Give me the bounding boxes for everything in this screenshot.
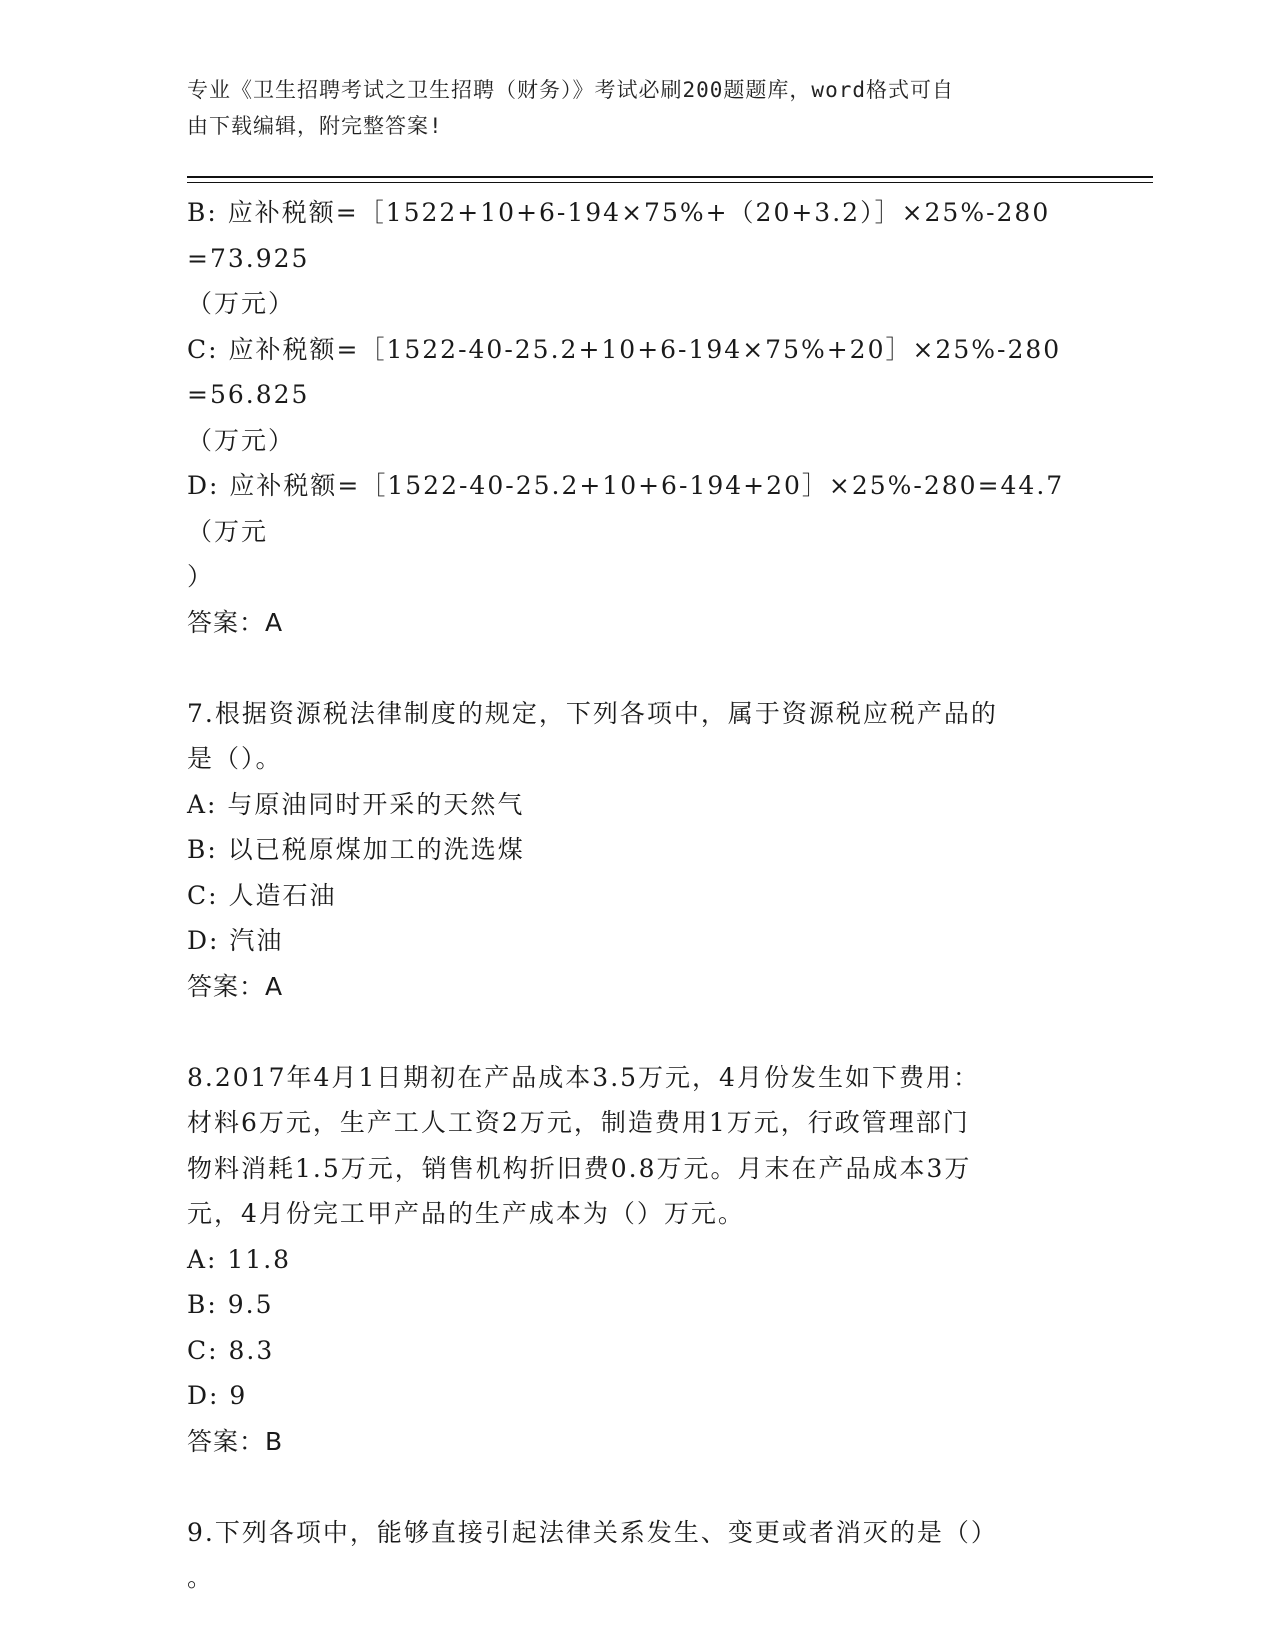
question-6-continued bbox=[187, 190, 1067, 645]
option-c: C: 人造石油 bbox=[187, 880, 337, 910]
spacer bbox=[187, 645, 1067, 691]
document-body bbox=[187, 190, 1067, 1601]
question-stem: 9.下列各项中，能够直接引起法律关系发生、变更或者消灭的是（） bbox=[187, 1517, 998, 1547]
header-line-2: 由下载编辑，附完整答案! bbox=[187, 114, 443, 138]
header-line-1: 专业《卫生招聘考试之卫生招聘（财务）》考试必刷200题题库，word格式可自 bbox=[187, 78, 954, 102]
option-c-cont: （万元） bbox=[187, 425, 296, 455]
option-d: D: 应补税额=［1522-40-25.2+10+6-194+20］×25%-280=44.7（万元 bbox=[187, 471, 1065, 546]
question-stem-cont: 元，4月份完工甲产品的生产成本为（）万元。 bbox=[187, 1199, 745, 1228]
question-stem: 8.2017年4月1日期初在产品成本3.5万元，4月份发生如下费用： bbox=[187, 1062, 980, 1092]
question-stem-cont: 材料6万元，生产工人工资2万元，制造费用1万元，行政管理部门 bbox=[187, 1108, 970, 1137]
question-7 bbox=[187, 691, 1067, 1010]
option-d: D: 9 bbox=[187, 1381, 248, 1410]
question-9 bbox=[187, 1510, 1067, 1601]
question-stem: 7.根据资源税法律制度的规定，下列各项中，属于资源税应税产品的 bbox=[187, 698, 998, 728]
page-header bbox=[187, 72, 1067, 144]
answer: 答案：B bbox=[187, 1426, 284, 1456]
header-divider-thick bbox=[187, 176, 1153, 178]
option-d: D: 汽油 bbox=[187, 926, 284, 955]
header-divider-thin bbox=[187, 182, 1153, 183]
option-a: A: 11.8 bbox=[187, 1244, 292, 1274]
option-b-cont: （万元） bbox=[187, 289, 296, 318]
question-stem-cont: 物料消耗1.5万元，销售机构折旧费0.8万元。月末在产品成本3万 bbox=[187, 1153, 972, 1183]
spacer bbox=[187, 1009, 1067, 1055]
option-b: B: 9.5 bbox=[187, 1290, 274, 1319]
option-b: B: 以已税原煤加工的洗选煤 bbox=[187, 835, 525, 864]
answer: 答案：A bbox=[187, 607, 284, 637]
question-stem-cont: 是（）。 bbox=[187, 744, 283, 773]
option-a: A: 与原油同时开采的天然气 bbox=[187, 789, 525, 819]
question-stem-cont: 。 bbox=[187, 1563, 215, 1592]
option-c: C: 应补税额=［1522-40-25.2+10+6-194×75%+20］×25%-280=56.825 bbox=[187, 334, 1062, 409]
option-c: C: 8.3 bbox=[187, 1335, 275, 1365]
answer: 答案：A bbox=[187, 971, 284, 1001]
option-b: B: 应补税额=［1522+10+6-194×75%+（20+3.2）］×25%-280=73.925 bbox=[187, 198, 1051, 273]
option-d-cont: ） bbox=[187, 562, 215, 591]
spacer bbox=[187, 1464, 1067, 1510]
question-8 bbox=[187, 1055, 1067, 1465]
